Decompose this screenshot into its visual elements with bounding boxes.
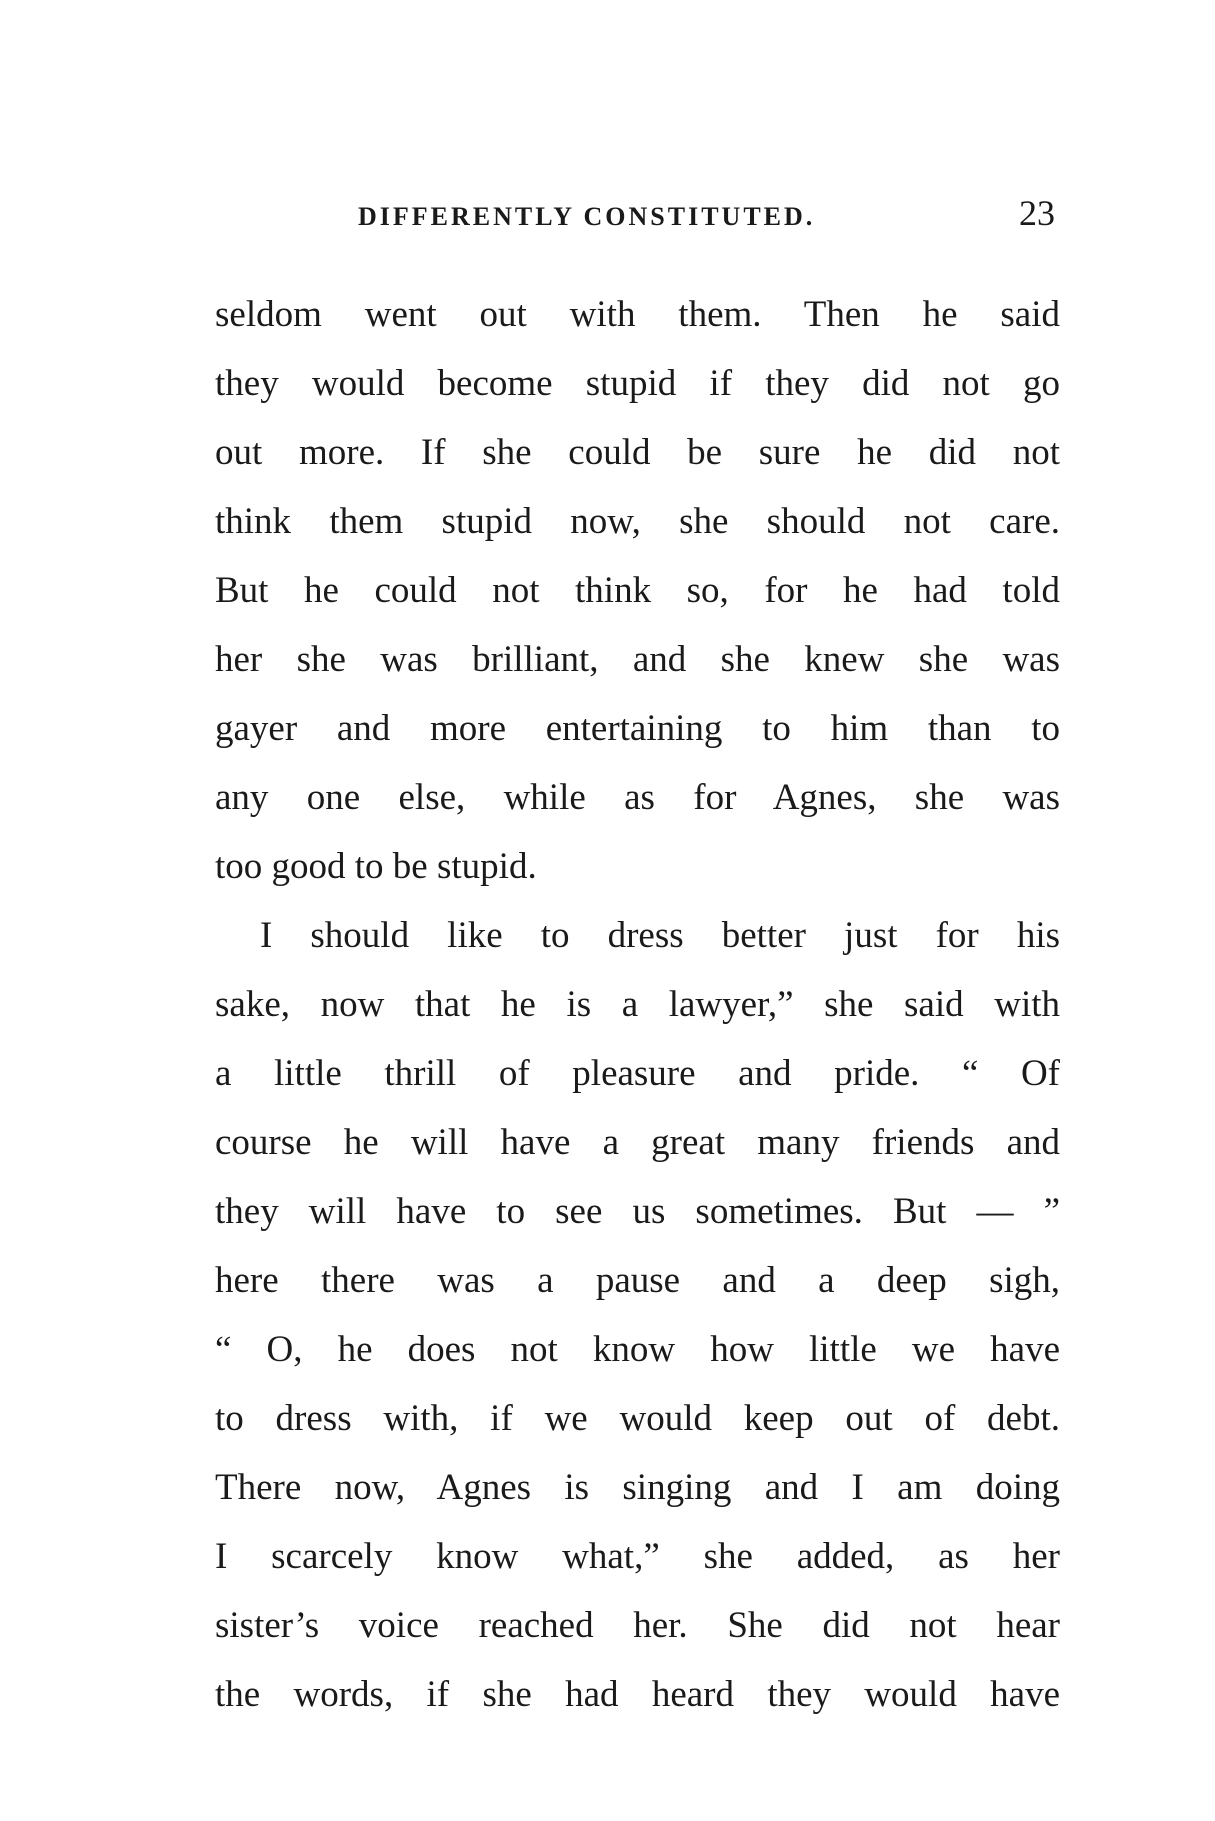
text-line: There now, Agnes is singing and I am doing [215,1467,1060,1508]
text-line: “ O, he does not know how little we have [215,1329,1060,1370]
text-line: here there was a pause and a deep sigh, [215,1260,1060,1301]
text-line: to dress with, if we would keep out of debt. [215,1398,1060,1439]
page-number: 23 [1019,193,1055,233]
running-title: DIFFERENTLY CONSTITUTED. [358,202,816,231]
text-line: too good to be stupid. [215,846,537,887]
running-head [215,192,1065,248]
text-line: course he will have a great many friends and [215,1122,1060,1163]
text-line: a little thrill of pleasure and pride. “ Of [215,1053,1060,1094]
text-line: sister’s voice reached her. She did not hear [215,1605,1060,1646]
text-line: seldom went out with them. Then he said [215,294,1060,335]
text-line: her she was brilliant, and she knew she was [215,639,1060,680]
text-line: But he could not think so, for he had told [215,570,1060,611]
text-line: any one else, while as for Agnes, she was [215,777,1060,818]
text-line: think them stupid now, she should not care. [215,501,1060,542]
text-line: I scarcely know what,” she added, as her [215,1536,1060,1577]
text-line: gayer and more entertaining to him than to [215,708,1060,749]
body-text [215,290,1060,1739]
text-line: the words, if she had heard they would have [215,1674,1060,1715]
text-line: I should like to dress better just for his [260,915,1060,956]
text-line: they would become stupid if they did not go [215,363,1060,404]
text-line: they will have to see us sometimes. But — ” [215,1191,1060,1232]
text-line: sake, now that he is a lawyer,” she said with [215,984,1060,1025]
text-line: out more. If she could be sure he did not [215,432,1060,473]
